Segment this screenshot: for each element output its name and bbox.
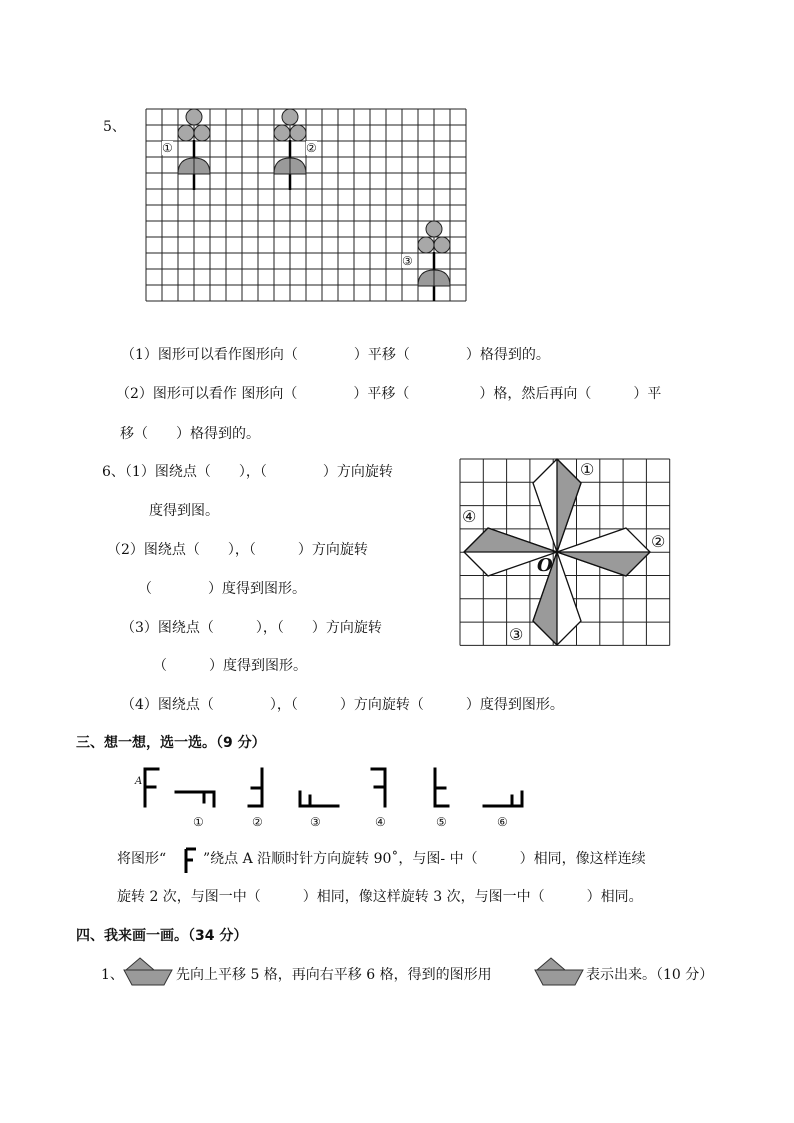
q5-line-3: 移（ ）格得到的。 (120, 426, 260, 442)
option-2-shape (249, 769, 262, 806)
q5-line-2: （2）图形可以看作 图形向（ ）平移（ ）格，然后再向（ ）平 (116, 386, 662, 402)
inline-shape-icon (182, 846, 202, 874)
q5-label-1: ① (162, 141, 173, 155)
q5-line-1: （1）图形可以看作图形向（ ）平移（ ）格得到的。 (121, 347, 550, 363)
section-3-question-part-1: 将图形“ (117, 851, 167, 867)
q6-line-3b: （ ）度得到图形。 (153, 658, 307, 674)
section-3-question-line-2: 旋转 2 次，与图一中（ ）相同，像这样旋转 3 次，与图一中（ ）相同。 (117, 889, 643, 905)
q6-line-4: （4）图绕点（ ），（ ）方向旋转（ ）度得到图形。 (121, 697, 564, 713)
point-a-label: A (135, 776, 143, 787)
option-1-shape (176, 792, 214, 806)
q6-line-1a: 6、（1）图绕点（ ），（ ）方向旋转 (102, 464, 393, 480)
option-label-1: ① (193, 815, 204, 829)
option-6-shape (484, 792, 522, 806)
q6-label-4: ④ (462, 507, 477, 526)
option-4-shape (372, 769, 385, 806)
q5-number: 5、 (103, 119, 126, 135)
option-label-4: ④ (375, 815, 386, 829)
q6-line-2a: （2）图绕点（ ），（ ）方向旋转 (107, 542, 368, 558)
section-4-q1-text-1: 先向上平移 5 格，再向右平移 6 格，得到的图形用 (176, 967, 492, 983)
option-label-3: ③ (310, 815, 321, 829)
original-shape (145, 769, 158, 806)
section-3-question-part-2: ”绕点 A 沿顺时针方向旋转 90˚，与图- 中（ ）相同，像这样连续 (203, 851, 646, 867)
boat-shape-icon-2 (533, 952, 585, 988)
q6-label-3: ③ (509, 625, 524, 644)
option-3-shape (300, 792, 338, 806)
option-5-shape (435, 769, 448, 806)
q6-label-2: ② (651, 532, 666, 551)
q6-line-3a: （3）图绕点（ ），（ ）方向旋转 (121, 620, 382, 636)
q5-label-2: ② (306, 141, 317, 155)
boat-shape-icon (122, 952, 174, 988)
section-3-title: 三、想一想，选一选。（9 分） (76, 735, 266, 751)
q6-line-1b: 度得到图。 (149, 503, 219, 519)
section-4-title: 四、我来画一画。（34 分） (76, 928, 248, 944)
q6-line-2b: （ ）度得到图形。 (138, 581, 306, 597)
q6-label-1: ① (580, 460, 595, 479)
option-label-5: ⑤ (436, 815, 447, 829)
section-4-q1-number: 1、 (101, 967, 124, 983)
option-label-2: ② (252, 815, 263, 829)
option-label-6: ⑥ (497, 815, 508, 829)
q6-center-o: O (537, 555, 553, 576)
section-4-q1-text-2: 表示出来。（10 分） (586, 967, 714, 983)
q5-label-3: ③ (402, 254, 413, 268)
